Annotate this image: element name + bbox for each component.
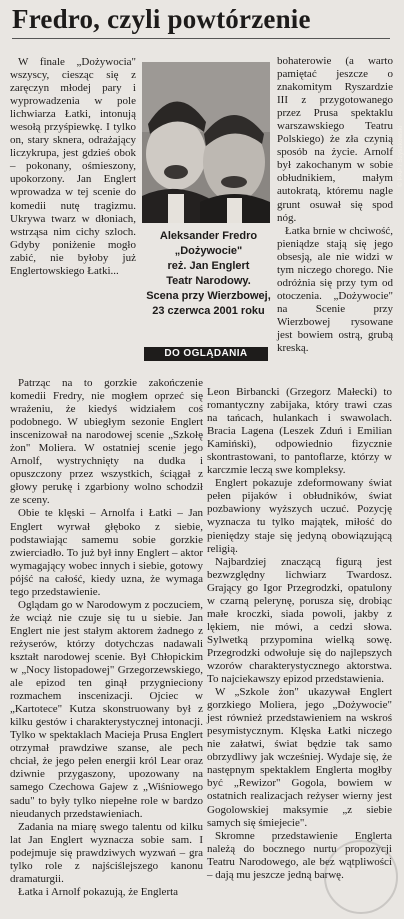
paragraph: Oglądam go w Narodowym z poczuciem, że wciąż nie czuje się tu u siebie. Jan Englert nie jest stałym aktorem żadnego z reżyserów, którzy dotychczas nadawali kształt narodowej scenie. Był Chłopickim w „Nocy listopadowej" Grzegorzewskiego, ale epizod ten ginął przygnieciony rozmachem inscenizacji. Ojciec w „Kartotece" Kutza skonstruowany był z kilku gestów i charakterystycznej intonacji. Tylko w spektaklach Macieja Prusa Englert otrzymał prawdziwe szanse, ale pech chciał, że jego pełen energii król Lear oraz dziwnie przygaszony, upozowany na samego Czechowa Gajew z „Wiśniowego sadu" to były tylko niepełne role w bardzo nieudanych przedstawieniach. [10,598,203,820]
headline-rule [12,38,390,39]
column-right [277,55,393,355]
info-stage: Scena przy Wierzbowej, [146,290,271,302]
recommendation-badge: DO OGLĄDANIA [144,347,268,361]
paragraph: Patrząc na to gorzkie zakończenie komedii Fredry, nie mogłem oprzeć się wrażeniu, że kiedyś widziałem coś podobnego. W ubiegłym sezonie Englert inscenizował na narodowej scenie „Szkołę żon" Moliera. W ostatniej scenie jego Arnolf, wystrychnięty na dudka i opuszczony przez wszystkich, ściągał z głowy perukę i zgarbiony wolno schodził ze sceny. [10,377,203,507]
info-author: Aleksander Fredro [159,230,258,242]
info-date: 23 czerwca 2001 roku [152,305,265,317]
column-lower-right [207,386,392,882]
paragraph: Englert pokazuje zdeformowany świat pełen pijaków i obłudników, świat pozbawiony wyższych uczuć. Pozycję wyznacza tu tylko majątek, miłość do pieniędzy staje się jedyną obowiązującą religią. [207,477,392,555]
paragraph: Zadania na miarę swego talentu od kilku lat Jan Englert wyznacza sobie sam. I podejmuje się prawdziwych wyzwań – gra tylko role z najściślejszego kanonu dramaturgii. [10,820,203,885]
performance-info [143,229,274,319]
info-director: reż. Jan Englert [167,260,250,272]
paragraph: W finale „Dożywocia" wszyscy, ciesząc się z zaręczyn młodej pary i wyprowadzenia w pole lichwiarza Łatki, intonują wesołą przyśpiewkę. I tylko on, stary sknera, odrażający liczykrupa, jest gdzieś obok – pokonany, ośmieszony, upokorzony. Jan Englert wprowadza w tej scenie do komedii nutę tragizmu. Ukrywa twarz w dłoniach, wstrząsa nim cichy szloch. Gdyby poniżenie mogło zabić, nie byłoby już Englertowskiego Łatki... [10,56,136,277]
paragraph: Łatka brnie w chciwość, pieniądze stają się jego obsesją, ale nie widzi w tym niczego chorego. Nie odróżnia się przy tym od otoczenia. „Dożywocie" na Scenie przy Wierzbowej rysowane jest bowiem ostrą, grubą kreską. [277,224,393,355]
headline: Fredro, czyli powtórzenie [12,4,311,34]
column-left [10,56,136,278]
paragraph: Leon Birbancki (Grzegorz Małecki) to romantyczny zabijaka, który trawi czas na tańcach, hulankach i swawolach. Bracia Lagena (Leszek Zduń i Emilian Kamiński), odpowiednio fizycznie skontrastowani, to pantoflarze, którzy w karczmie leczą swe kompleksy. [207,386,392,477]
column-lower-left [10,377,203,899]
paragraph: W „Szkole żon" ukazywał Englert gorzkiego Moliera, jego „Dożywocie" jest również przedstawieniem na wskroś pesymistycznym. Klęska Łatki niczego nie załatwi, świat będzie tak samo obrzydliwy jak wcześniej. Wydaje się, że następnym spektaklem Englerta mogłby być „Rewizor" Gogola, bowiem w ostatnich realizacjach reżyser wierny jest Gogolowskiej maksymie „z siebie samych się śmiejecie". [207,686,392,829]
paragraph: Łatka i Arnolf pokazują, że Englerta [18,885,179,898]
photo-illustration [142,62,270,223]
paragraph: Najbardziej znaczącą figurą jest bezwzględny lichwiarz Twardosz. Grający go Igor Przegrodzki, opatulony w czarną pelerynę, porusza się, drobiąc małe kroczki, siada powoli, jakby z lękiem, nie mówi, a cedzi słowa. Sylwetką przypomina wielką sowę. Przegrodzki odwołuje się do najlepszych wzorów charakterystycznego aktorstwa. To najciekawszy epizod przedstawienia. [207,555,392,686]
archive-stamp [324,840,398,914]
paragraph: Obie te klęski – Arnolfa i Łatki – Jan Englert wyrwał głęboko z siebie, podstawiając samemu sobie gorzkie zwierciadło. To już był inny Englert – aktor wymagający wobec innych i siebie, gotowy pójść na całość, kiedy uzna, że wymaga tego przedstawienie. [10,507,203,598]
photo-credit: © PAP / Szyszkowski [397,125,404,187]
paragraph: Skromne przedstawienie Englerta należą do bocznego nurtu propozycji Teatru Narodowego, ale bez wątpliwości – dają mu jeszcze jedną barwę. [207,829,392,881]
paragraph: bohaterowie (a warto pamiętać jeszcze o znakomitym Ryszardzie III z przygotowanego przez Prusa spektaklu warszawskiego Teatru Polskiego) że zła czynią sposób na życie. Arnolf był zakochanym w sobie obłudnikiem, małym autokratą, któremu nagle grunt osuwał się spod nóg. [277,55,393,224]
info-title: „Dożywocie" [174,245,243,257]
info-theatre: Teatr Narodowy. [166,275,251,287]
